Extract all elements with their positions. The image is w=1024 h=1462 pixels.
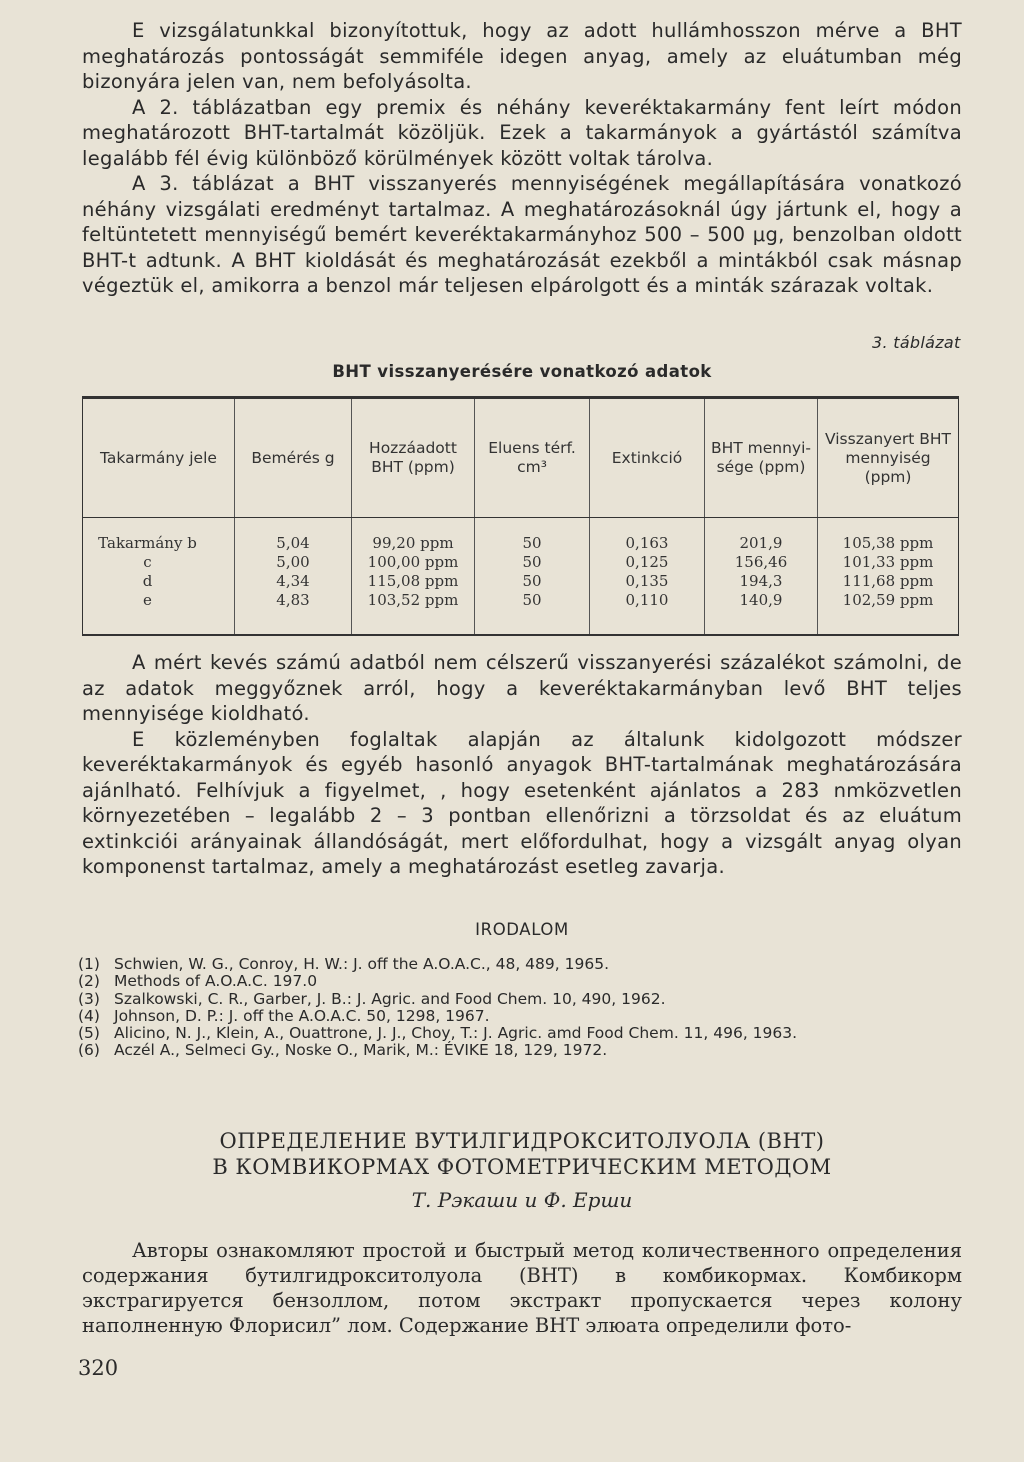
reference-number: (4): [78, 1006, 100, 1025]
recovered-value: 111,68 ppm: [842, 572, 934, 590]
recovered-value: 101,33 ppm: [842, 553, 934, 571]
eluent-value: 50: [522, 591, 542, 609]
added-value: 100,00 ppm: [367, 553, 459, 571]
table-title: BHT visszanyerésére vonatkozó adatok: [332, 362, 712, 381]
paragraph-3: A 3. táblázat a BHT visszanyerés mennyiségének megállapítására vonatkozó néhány vizsgálati eredményt tartalmaz. A meghatározásoknál úgy jártunk el, hogy a feltüntetett mennyiségű bemért keveréktakarmányhoz 500 – 500 μg, benzolban oldott BHT-t adtunk. A BHT kioldását és meghatározását ezekből a mintákból csak másnap végeztük el, amikorra a benzol már teljesen elpárolgott és a minták szárazak voltak.: [82, 172, 962, 297]
references-heading: IRODALOM: [475, 920, 569, 939]
reference-item: [78, 956, 960, 973]
extinction-value: 0,163: [625, 534, 669, 552]
reference-item: [78, 973, 960, 990]
cell-extinction: [590, 518, 705, 636]
weight-value: 5,04: [276, 534, 310, 552]
feed-e: e: [143, 591, 152, 609]
russian-authors: Т. Рэкаши и Ф. Ерши: [411, 1188, 633, 1212]
body-text-continued: [82, 650, 962, 880]
weight-value: 5,00: [276, 553, 310, 571]
reference-number: (6): [78, 1041, 100, 1060]
russian-title-line-2: В КОМВИКОРМАХ ФОТОМЕТРИЧЕСКИМ МЕТОДОМ: [212, 1155, 832, 1179]
weight-value: 4,83: [276, 591, 310, 609]
cell-feed: [83, 518, 235, 636]
reference-text: Methods of A.O.A.C. 197.0: [114, 972, 318, 991]
recovered-value: 105,38 ppm: [842, 534, 934, 552]
extinction-value: 0,110: [625, 591, 669, 609]
reference-number: (1): [78, 955, 100, 973]
extinction-value: 0,135: [625, 572, 669, 590]
header-eluent: Eluens térf. cm³: [475, 398, 590, 518]
eluent-value: 50: [522, 572, 542, 590]
eluent-value: 50: [522, 553, 542, 571]
extinction-value: 0,125: [625, 553, 669, 571]
bht-value: 140,9: [739, 591, 783, 609]
reference-text: Szalkowski, C. R., Garber, J. B.: J. Agric. and Food Chem. 10, 490, 1962.: [114, 989, 666, 1008]
russian-title-line-1: ОПРЕДЕЛЕНИЕ ВУТИЛГИДРОКСИТОЛУОЛА (ВНТ): [219, 1129, 825, 1153]
cell-eluent: [475, 518, 590, 636]
reference-number: (5): [78, 1024, 100, 1043]
weight-value: 4,34: [276, 572, 310, 590]
reference-item: [78, 1008, 960, 1025]
paragraph-1: E vizsgálatunkkal bizonyítottuk, hogy az adott hullámhosszon mérve a BHT meghatározás pontosságát semmiféle idegen anyag, amely az eluátumban még bizonyára jelen van, nem befolyásolta.: [82, 19, 962, 93]
page-number: 320: [78, 1356, 119, 1380]
header-added-bht: Hozzáadott BHT (ppm): [352, 398, 475, 518]
header-feed: Takarmány jele: [83, 398, 235, 518]
reference-text: Aczél A., Selmeci Gy., Noske O., Marik, M.: ÉVIKE 18, 129, 1972.: [114, 1041, 608, 1060]
russian-abstract: Авторы ознакомляют простой и быстрый метод количественного определения содержания бутилгидрокситолуола (ВНТ) в комбикормах. Комбикорм экстрагируется бензоллом, потом экстракт пропускается через колону наполненную Флорисил” лом. Содержание ВНТ элюата определили фото-: [82, 1239, 962, 1337]
reference-item: [78, 1025, 960, 1042]
feed-b: Takarmány b: [98, 534, 197, 552]
reference-number: (2): [78, 972, 100, 991]
added-value: 99,20 ppm: [372, 534, 454, 552]
reference-item: [78, 991, 960, 1008]
bht-value: 194,3: [739, 572, 783, 590]
cell-bht-amount: [705, 518, 818, 636]
header-extinction: Extinkció: [590, 398, 705, 518]
added-value: 103,52 ppm: [367, 591, 459, 609]
recovered-value: 102,59 ppm: [842, 591, 934, 609]
bht-value: 156,46: [734, 553, 788, 571]
bht-value: 201,9: [739, 534, 783, 552]
table-number: 3. táblázat: [872, 333, 961, 352]
table-row: [83, 518, 959, 636]
recovery-table: [82, 396, 959, 636]
references-list: [78, 956, 960, 1060]
reference-text: Alicino, N. J., Klein, A., Ouattrone, J. J., Choy, T.: J. Agric. amd Food Chem. 11, 496, 1963.: [114, 1024, 798, 1043]
paragraph-5: E közleményben foglaltak alapján az általunk kidolgozott módszer keveréktakarmányok és egyéb hasonló anyagok BHT-tartalmának meghatározására ajánlható. Felhívjuk a figyelmet, , hogy esetenként ajánlatos a 283 nmközvetlen környezetében – legalább 2 – 3 pontban ellenőrizni a törzsoldat és az eluátum extinkciói arányainak állandóságát, mert előfordulhat, hogy a vizsgált anyag olyan komponenst tartalmaz, amely a meghatározást esetleg zavarja.: [82, 727, 962, 878]
eluent-value: 50: [522, 534, 542, 552]
header-recovered: Visszanyert BHT mennyiség (ppm): [818, 398, 959, 518]
reference-text: Schwien, W. G., Conroy, H. W.: J. off the A.O.A.C., 48, 489, 1965.: [114, 955, 609, 973]
russian-title: [82, 1128, 962, 1180]
feed-c: c: [143, 553, 152, 571]
cell-recovered: [818, 518, 959, 636]
reference-number: (3): [78, 989, 100, 1008]
cell-added-bht: [352, 518, 475, 636]
reference-text: Johnson, D. P.: J. off the A.O.A.C. 50, 1298, 1967.: [114, 1006, 490, 1025]
header-bht-amount: BHT mennyi-sége (ppm): [705, 398, 818, 518]
reference-item: [78, 1042, 960, 1059]
paragraph-2: A 2. táblázatban egy premix és néhány keveréktakarmány fent leírt módon meghatározott BHT-tartalmát közöljük. Ezek a takarmányok a gyártástól számítva legalább fél évig különböző körülmények között voltak tárolva.: [82, 95, 962, 170]
cell-weight: [235, 518, 352, 636]
added-value: 115,08 ppm: [367, 572, 459, 590]
header-weight: Bemérés g: [235, 398, 352, 518]
body-text: [82, 18, 962, 299]
feed-d: d: [142, 572, 153, 590]
table-header-row: [83, 398, 959, 518]
paragraph-4: A mért kevés számú adatból nem célszerű visszanyerési százalékot számolni, de az adatok meggyőznek arról, hogy a keveréktakarmányban levő BHT teljes mennyisége kioldható.: [82, 651, 962, 725]
